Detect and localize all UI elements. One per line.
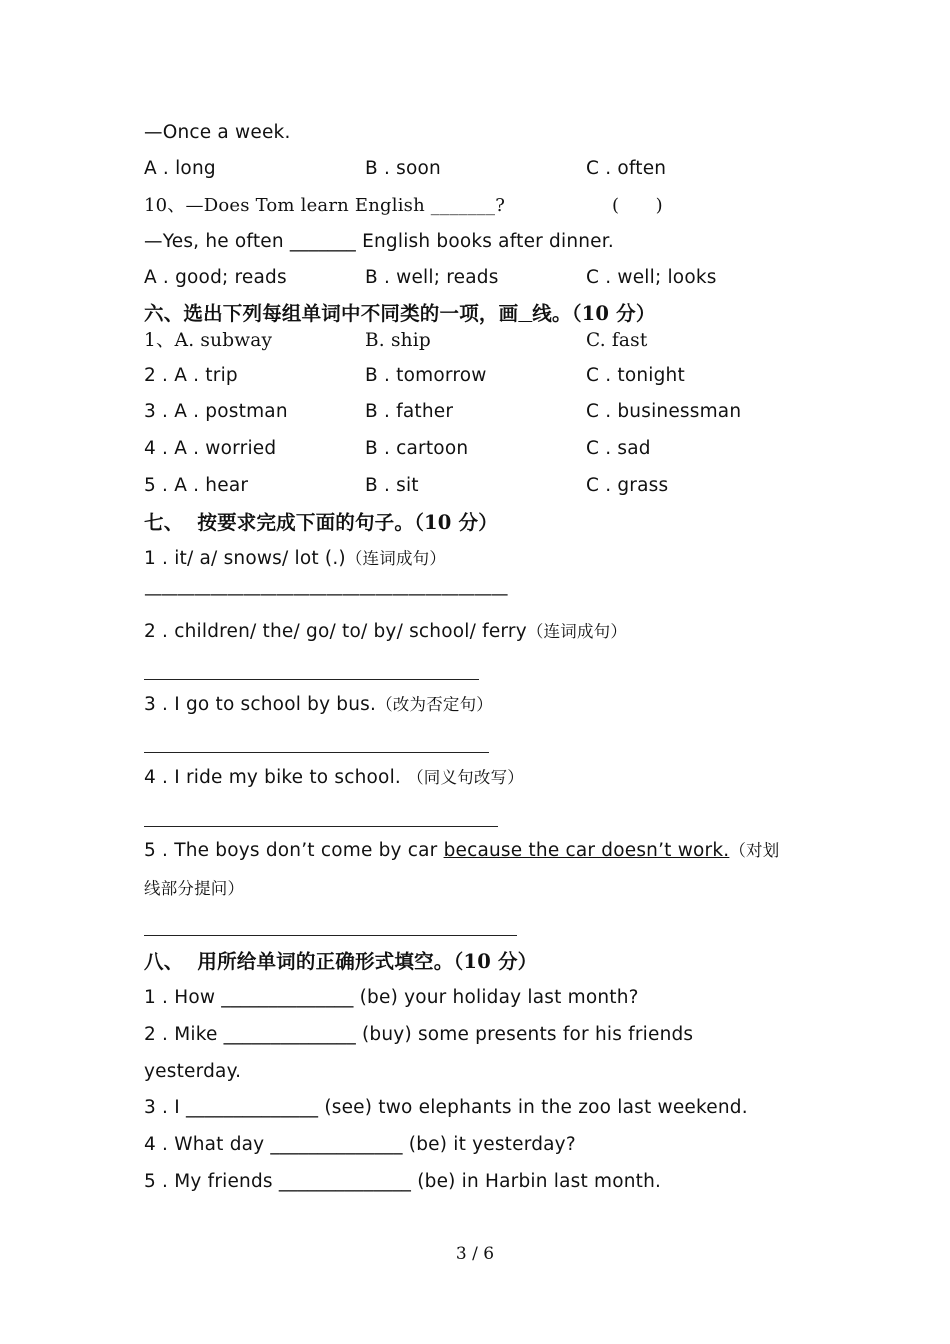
s6-row1-c: C. fast [586,330,648,351]
s7-q3-note: （改为否定句） [376,695,494,714]
s6-row1-b: B. ship [365,330,431,351]
s7-q1-answer-line: —————————————————————— [144,584,507,605]
q9-option-c: C . often [586,158,667,179]
s7-q4-text: 4 . I ride my bike to school. [144,767,408,788]
s7-q5-underlined: because the car doesn’t work. [443,840,730,861]
s7-q1-note: （连词成句） [345,549,447,568]
s7-q3-text: 3 . I go to school by bus. [144,694,377,715]
page-number: 3 / 6 [455,1244,495,1264]
s6-row5-c: C . grass [586,475,669,496]
q10-option-c: C . well; looks [586,267,717,288]
s6-row5-a: 5 . A . hear [144,475,249,496]
q10-answer: —Yes, he often _______ English books after dinner. [144,231,614,252]
s8-q3: 3 . I ______________ (see) two elephants in the zoo last weekend. [144,1097,748,1118]
section-7-title: 七、 按要求完成下面的句子。（10 分） [144,511,498,534]
s6-row2-b: B . tomorrow [365,365,487,386]
q10-question: 10、—Does Tom learn English _______? [144,195,506,216]
s7-q1 [144,547,446,571]
s7-q5-answer-line[interactable] [144,935,517,936]
s8-q2: 2 . Mike ______________ (buy) some presents for his friends [144,1024,694,1045]
s6-row4-b: B . cartoon [365,438,469,459]
s6-row3-b: B . father [365,401,454,422]
s8-q5: 5 . My friends ______________ (be) in Harbin last month. [144,1171,662,1192]
s6-row5-b: B . sit [365,475,419,496]
section-6-title [144,302,656,326]
s7-q5-note2: 线部分提问） [144,879,245,898]
s7-q5 [144,839,779,863]
s8-q4: 4 . What day ______________ (be) it yesterday? [144,1134,576,1155]
section-8-title: 八、 用所给单词的正确形式填空。（10 分） [144,950,538,973]
s6-row3-a: 3 . A . postman [144,401,288,422]
s6-row1-a: 1、A. subway [144,330,273,351]
q10-option-a: A . good; reads [144,267,287,288]
q10-answer-bracket: ( ) [612,195,663,216]
s8-q1: 1 . How ______________ (be) your holiday last month? [144,987,639,1008]
s7-q3-answer-line[interactable] [144,752,489,753]
s7-q2-text: 2 . children/ the/ go/ to/ by/ school/ ferry [144,621,527,642]
s7-q5-note1: （对划 [729,841,780,860]
s6-row2-a: 2 . A . trip [144,365,238,386]
q10-option-b: B . well; reads [365,267,499,288]
s7-q2-answer-line[interactable] [144,679,479,680]
q9-option-b: B . soon [365,158,441,179]
q9-option-a: A . long [144,158,216,179]
s7-q4-answer-line[interactable] [144,826,498,827]
s7-q2 [144,620,627,644]
s7-q2-note: （连词成句） [526,622,628,641]
s6-row4-c: C . sad [586,438,651,459]
s7-q3 [144,693,493,717]
q9-answer: —Once a week. [144,122,291,143]
s6-row2-c: C . tonight [586,365,685,386]
s6-row4-a: 4 . A . worried [144,438,277,459]
section-6-title-part2: 线。（10 分） [532,302,656,325]
s8-q2-cont: yesterday. [144,1061,242,1082]
s7-q4-note: （同义句改写） [407,768,524,787]
s7-q1-text: 1 . it/ a/ snows/ lot (.) [144,548,346,569]
s6-row3-c: C . businessman [586,401,742,422]
s7-q4 [144,766,524,790]
section-6-title-part1: 六、选出下列每组单词中不同类的一项，画 [144,302,519,325]
s7-q5-text: 5 . The boys don’t come by car [144,840,444,861]
section-6-title-blank [518,302,532,325]
